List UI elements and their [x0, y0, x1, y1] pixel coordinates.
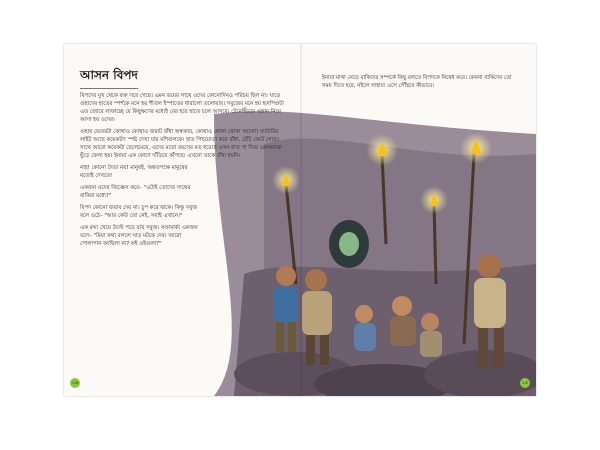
paragraph: এক রদ্দা খেয়ে উল্টে পড়ে যায় সবুজ। ষণ্ডামার্কা একজন বলে– "মিয়া কথা বললে ঘাড় মটকে দেব। আরো পোলাপান আছিলা না? কই ওইগুলা?" — [80, 225, 198, 247]
page-number-left: ১৪ — [71, 380, 79, 386]
paragraph: বিপদ কোনো জবাব দেয় না। চুপ করে থাকে। কিন্তু সবুজ বলে ওঠে– "আর কেউ তো নেই, সবাই এখানে।" — [80, 205, 198, 219]
chapter-title: আসন বিপদ — [80, 67, 138, 89]
paragraph: বিপদের মুখ থেকে রক্ত সরে গেছে। এমন ভয়ের সাথে ওদের কোনোদিনও পরিচয় ছিল না। ঘাড়ে গুহাদের হাতের স্পর্শকে মনে হয় শীতল ইস্পাতের ধারালো তলোয়ার। সবুজের মনে হয় হৃদপিণ্ডটা এত জোরে লাফাচ্ছে যে কিছুক্ষণের মধ্যেই বের হয়ে হাতে চলে আসবে। টেনেহিঁচড়ে গুহায় নিয়ে আসা হয় ওদের। — [80, 93, 284, 123]
paragraph: নাহ! কোনো দৈত্য নয়! মানুষই, অন্ততপক্ষে মানুষের মতোই দেখতে! — [80, 165, 188, 179]
right-page-text: ইনায়া মাথা নেড়ে বাকিদের সম্পর্কে কিছু বলতে বিপদকে নিষেধ করে। কেননা বাকিদের তো সময় দিতে হবে, নইলে সাহায্য এসে পৌঁছবে কীভাবে। — [322, 75, 512, 89]
page-number-right: ১৫ — [521, 380, 529, 386]
paragraph: গুহার ভেতরটা কোথাও কোথাও জমাট বাঁধা অন্ধকার, কোথাও থোকা থোকা আলো! ব্যাটারির লাইট আছে কয়েকটা! স্পষ্ট দেখা যায় মশিবালকে। হাত পিছমোড়া করে বাঁধা, ঠোঁট কেটে গেছে। সাথে আরো কয়েকটা ছেলেমেয়ে, ওদের মতো বয়সের মত ধরেছে এখন হাত পা দিয়ে একজনকে ছুঁড়ে ফেলা হয়। ইনায়া এক কোণে দাঁড়িয়ে কাঁপছে। এখনো তাকে বাঁধা হয়নি। — [80, 129, 282, 159]
book-spread — [64, 44, 536, 396]
left-page-text — [80, 64, 285, 252]
page-gutter — [300, 44, 302, 396]
paragraph: একজন ওদের জিজ্ঞেস করে– "এটাই তোদের সাথের বাকিরা মধ্যে?" — [80, 185, 191, 199]
